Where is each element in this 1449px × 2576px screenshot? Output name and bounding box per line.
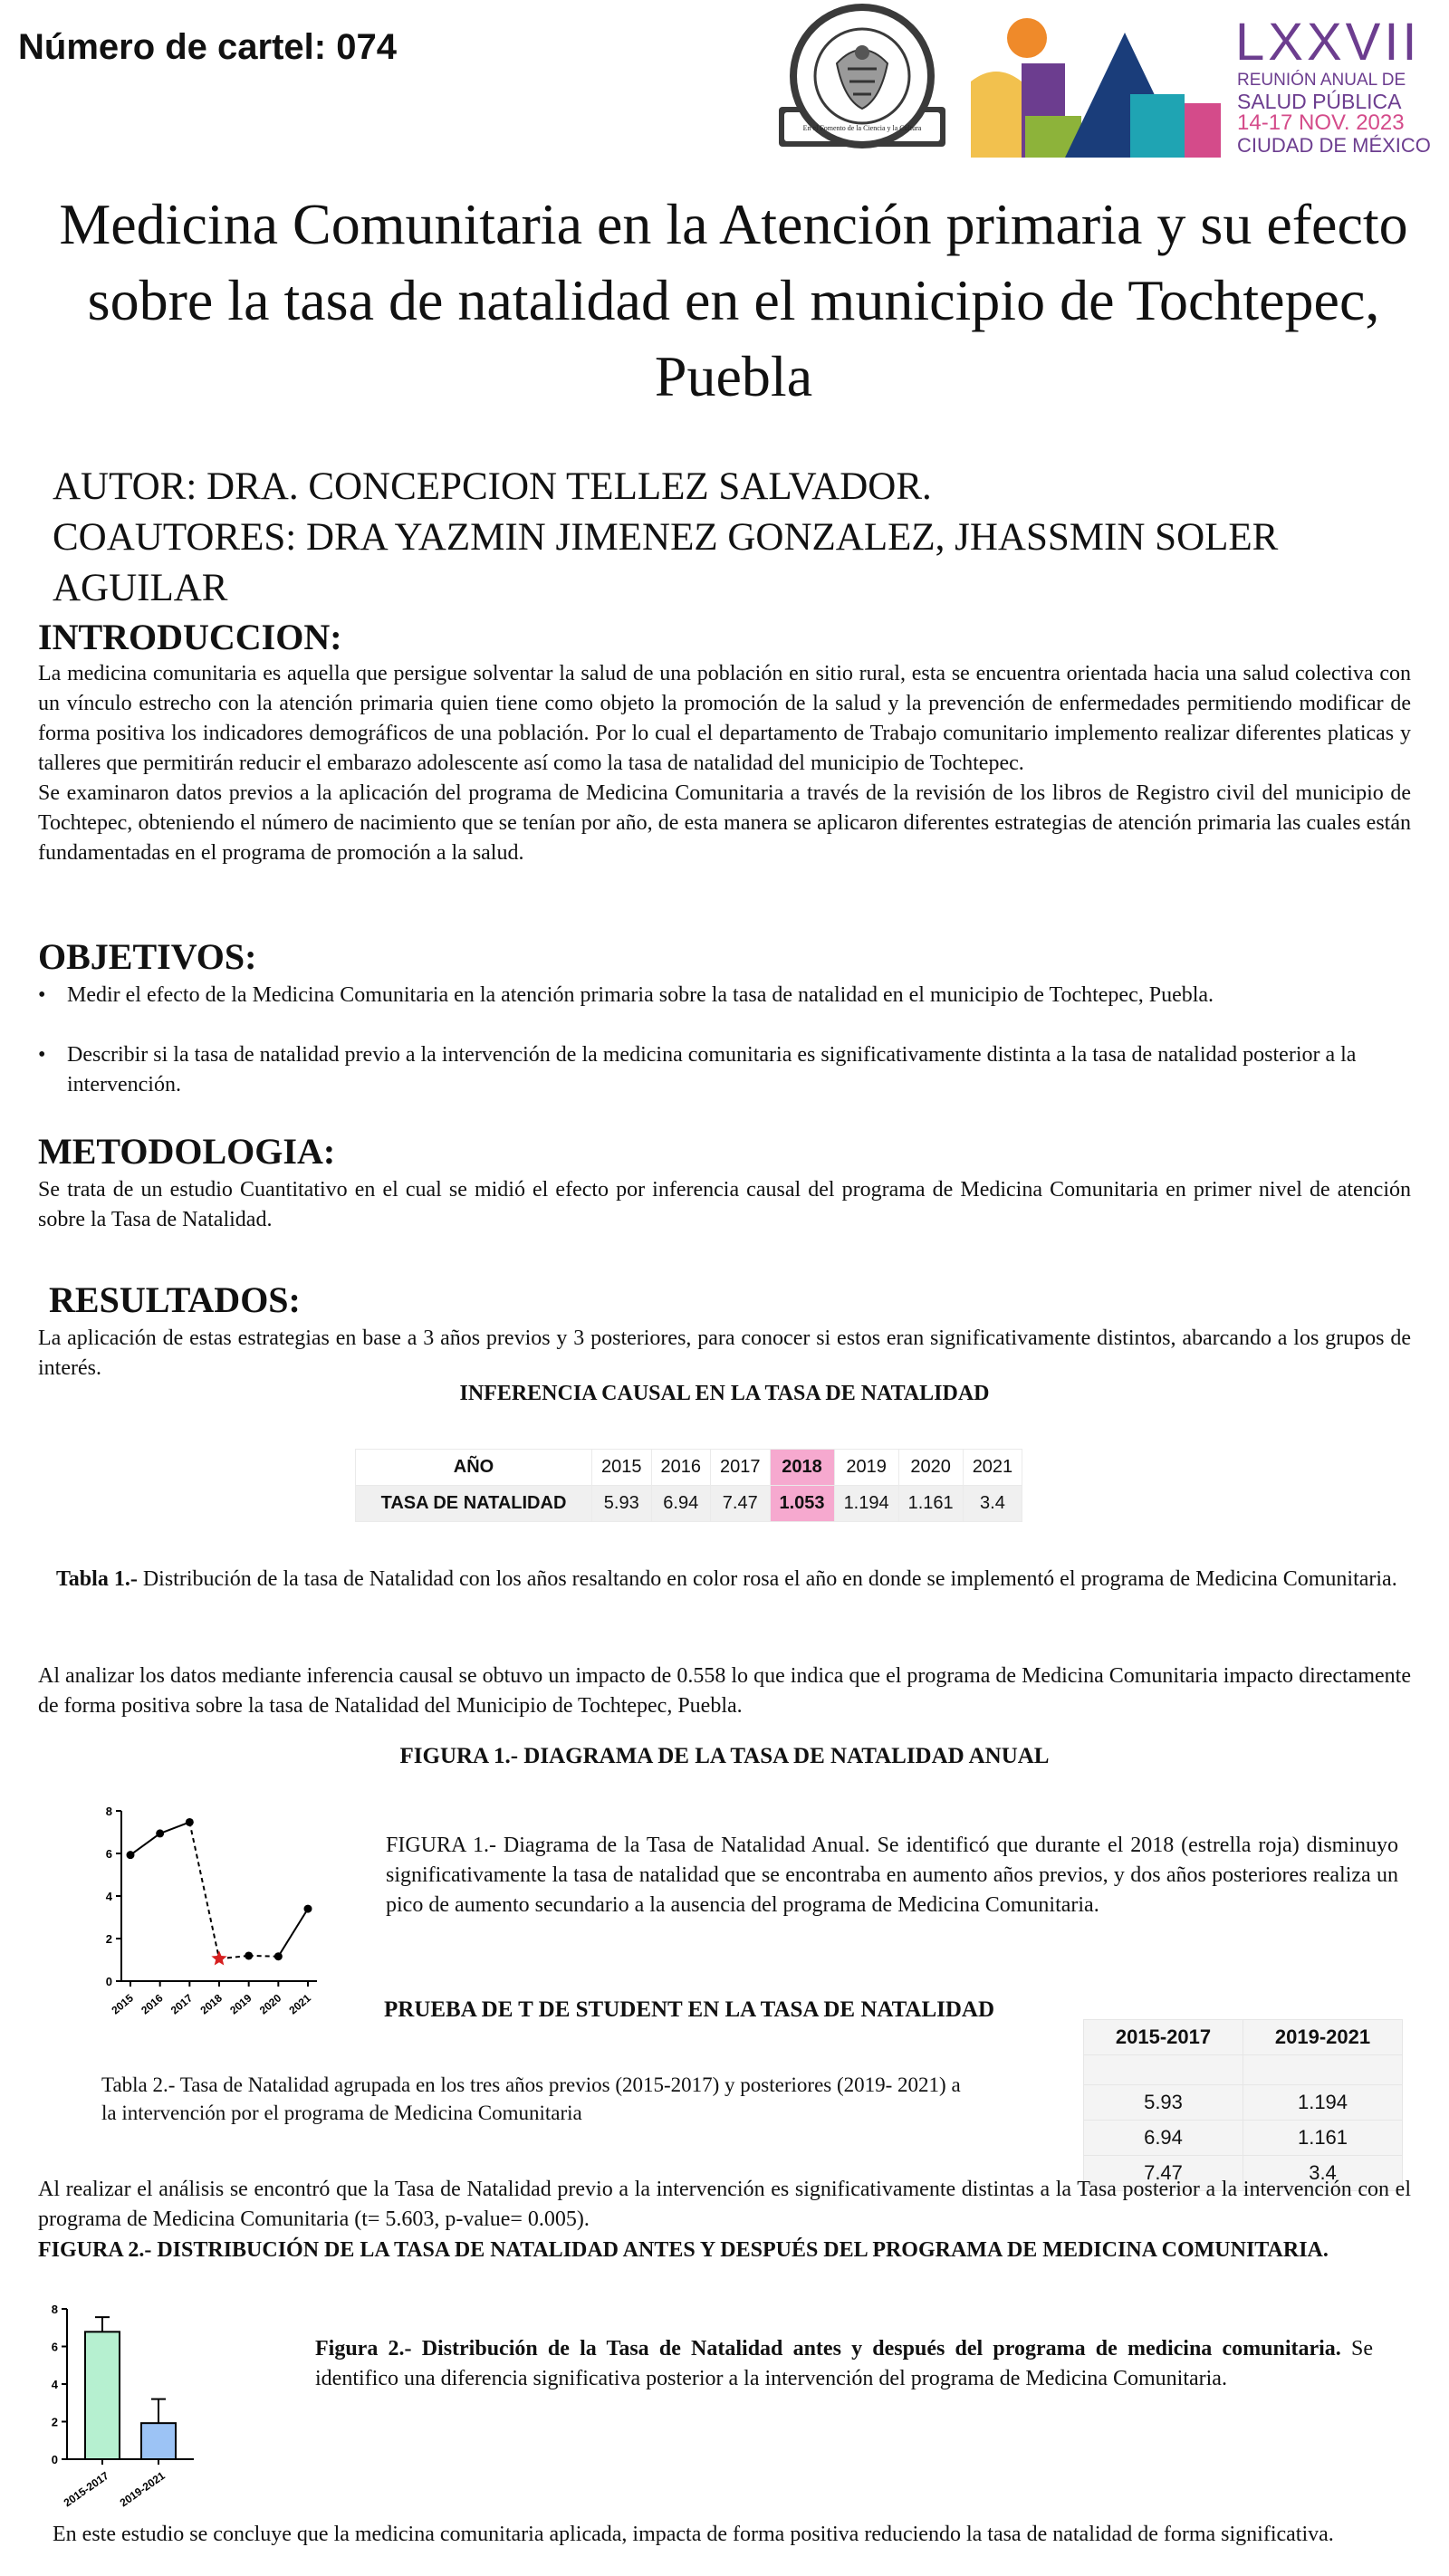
bullet: • [38, 983, 46, 1007]
series-segment [278, 1909, 308, 1957]
x-tick-label: 2015 [109, 1991, 136, 2017]
poster-number: Número de cartel: 074 [18, 27, 397, 67]
table2-cell: 5.93 [1084, 2085, 1243, 2121]
figure1-title: FIGURA 1.- DIAGRAMA DE LA TASA DE NATALIDAD ANUAL [399, 1744, 1050, 1768]
y-tick-label: 2 [51, 2415, 58, 2429]
table2-header: 2019-2021 [1243, 2020, 1403, 2055]
table1-rate: 7.47 [711, 1486, 771, 1522]
y-tick-label: 2 [105, 1932, 112, 1946]
series-segment [160, 1822, 190, 1833]
y-tick-label: 6 [105, 1847, 112, 1861]
intro-heading: INTRODUCCION: [38, 617, 342, 657]
table1-rate: 3.4 [963, 1486, 1022, 1522]
t-test-table [1083, 2019, 1403, 2191]
y-tick-label: 4 [105, 1890, 112, 1903]
intro-paragraph-2: Se examinaron datos previos a la aplicación del programa de Medicina Comunitaria a través de la revisión de los libros de Registro civil del municipio de Tochtepec, obteniendo el número de nacimiento que se tenían por año, de esta manera se aplicaron diferentes estrategias de atención primaria las cuales están fundamentadas en el programa de promoción a la salud. [38, 781, 1411, 865]
results-paragraph-1: La aplicación de estas estrategias en base a 3 años previos y 3 posteriores, para conocer si estos eran significativamente distintos, abarcando a los grupos de interés. [38, 1326, 1411, 1380]
institution-seal-logo [772, 0, 953, 158]
table2-cell: 1.194 [1243, 2085, 1403, 2121]
data-point [127, 1851, 135, 1859]
figure1-line-chart [91, 1798, 344, 2035]
table2-title: PRUEBA DE T DE STUDENT EN LA TASA DE NATALIDAD [384, 1997, 995, 2022]
objectives-heading: OBJETIVOS: [38, 936, 257, 977]
data-point [274, 1952, 283, 1960]
figure2-title: FIGURA 2.- DISTRIBUCIÓN DE LA TASA DE NATALIDAD ANTES Y DESPUÉS DEL PROGRAMA DE MEDICINA COMUNITARIA. [38, 2238, 1329, 2262]
table1-year-highlight: 2018 [770, 1450, 834, 1486]
table1-caption [34, 1565, 1415, 1594]
event-logo [971, 13, 1442, 161]
table1-rate-highlight: 1.053 [770, 1486, 834, 1522]
series-segment [189, 1822, 219, 1958]
intro-paragraph-1: La medicina comunitaria es aquella que persigue solventar la salud de una población en sitio rural, esta se encuentra orientada hacia una salud colectiva con un vínculo estrecho con la atención primaria quien tiene como objeto la promoción de la salud y la prevención de enfermedades permitiendo modificar de forma positiva los indicadores demográficos de una población. Por lo cual el departamento de Trabajo comunitario implemento realizar diferentes platicas y talleres que permitirán reducir el embarazo adolescente así como la tasa de natalidad del municipio de Tochtepec. [38, 662, 1411, 775]
table1-rate: 1.161 [898, 1486, 963, 1522]
table2-cell: 3.4 [1243, 2156, 1403, 2191]
objective-text: Medir el efecto de la Medicina Comunitaria en la atención primaria sobre la tasa de natalidad en el municipio de Tochtepec, Puebla. [67, 983, 1214, 1007]
table2-cell: 6.94 [1084, 2121, 1243, 2156]
bar [85, 2332, 120, 2459]
birth-rate-table [355, 1449, 1022, 1522]
table1-rate: 1.194 [834, 1486, 898, 1522]
table1-year: 2021 [963, 1450, 1022, 1486]
coauthors-line: COAUTORES: DRA YAZMIN JIMENEZ GONZALEZ, JHASSMIN SOLER AGUILAR [53, 516, 1279, 609]
results-heading: RESULTADOS: [49, 1279, 301, 1320]
y-tick-label: 8 [51, 2303, 58, 2316]
table1-row-label: TASA DE NATALIDAD [356, 1486, 592, 1522]
objective-item-1 [38, 981, 1411, 1010]
x-tick-label: 2019 [227, 1991, 254, 2017]
table2-caption: Tabla 2.- Tasa de Natalidad agrupada en los tres años previos (2015-2017) y posteriores (2019- 2021) a la intervención por el programa de Medicina Comunitaria [101, 2073, 961, 2124]
x-tick-label: 2015-2017 [61, 2468, 111, 2510]
results-paragraph-3: Al realizar el análisis se encontró que la Tasa de Natalidad previo a la intervención es significativamente distintas a la Tasa posterior a la intervención con el programa de Medicina Comunitaria (t= 5.603, p-value= 0.005). [38, 2178, 1411, 2231]
x-tick-label: 2019-2021 [117, 2468, 168, 2510]
results-paragraph-2: Al analizar los datos mediante inferencia causal se obtuvo un impacto de 0.558 lo que indica que el programa de Medicina Comunitaria impacto directamente de forma positiva sobre la tasa de Natalidad del Municipio de Tochtepec, Puebla. [38, 1664, 1411, 1718]
table2-cell: 7.47 [1084, 2156, 1243, 2191]
y-tick-label: 0 [51, 2453, 58, 2466]
data-point [245, 1951, 253, 1959]
table1-year: 2017 [711, 1450, 771, 1486]
data-point [304, 1905, 312, 1913]
data-point [186, 1818, 194, 1826]
methodology-heading: METODOLOGIA: [38, 1131, 336, 1172]
event-numeral: LXXVII [1235, 13, 1421, 72]
x-tick-label: 2021 [286, 1991, 313, 2017]
x-tick-label: 2017 [168, 1991, 196, 2017]
y-tick-label: 4 [51, 2378, 58, 2391]
event-city: CIUDAD DE MÉXICO [1237, 134, 1431, 157]
conclusion-paragraph: En este estudio se concluye que la medicina comunitaria aplicada, impacta de forma positiva reduciendo la tasa de natalidad de forma significativa. [53, 2523, 1334, 2546]
objective-item-2 [38, 1040, 1411, 1100]
table1-rate: 6.94 [651, 1486, 711, 1522]
figure2-caption [315, 2334, 1373, 2394]
table1-year: 2016 [651, 1450, 711, 1486]
table1-year: 2020 [898, 1450, 963, 1486]
event-line1: REUNIÓN ANUAL DE [1237, 71, 1406, 90]
x-tick-label: 2018 [197, 1991, 225, 2017]
table1-caption-label: Tabla 1.- [56, 1567, 138, 1591]
objective-text: Describir si la tasa de natalidad previo a la intervención de la medicina comunitaria es significativamente distinta a la tasa de natalidad posterior a la intervención. [67, 1043, 1357, 1096]
table1-year: 2019 [834, 1450, 898, 1486]
methodology-paragraph: Se trata de un estudio Cuantitativo en el cual se midió el efecto por inferencia causal del programa de Medicina Comunitaria en primer nivel de atención sobre la Tasa de Natalidad. [38, 1178, 1411, 1231]
table2-header: 2015-2017 [1084, 2020, 1243, 2055]
table1-rate: 5.93 [592, 1486, 652, 1522]
y-tick-label: 6 [51, 2340, 58, 2354]
series-segment [130, 1834, 160, 1855]
figure2-caption-text: Se identifico una diferencia significativa posterior a la intervención del programa de Medicina Comunitaria. [315, 2337, 1374, 2390]
author-line: AUTOR: DRA. CONCEPCION TELLEZ SALVADOR. [53, 465, 932, 508]
y-tick-label: 8 [105, 1805, 112, 1818]
data-point [156, 1829, 164, 1837]
figure1-caption: FIGURA 1.- Diagrama de la Tasa de Natalidad Anual. Se identificó que durante el 2018 (estrella roja) disminuyo significativamente la tasa de natalidad que se encontraba en aumento años previos, y dos años posteriores realiza un pico de aumento secundario a la ausencia del programa de Medicina Comunitaria. [386, 1834, 1398, 1917]
series-segment [249, 1956, 279, 1957]
figure2-bar-chart [40, 2300, 257, 2517]
seal-motto: En el Fomento de la Ciencia y la Cultura [802, 124, 922, 132]
x-tick-label: 2020 [256, 1991, 284, 2017]
bullet: • [38, 1043, 46, 1067]
table1-year: 2015 [592, 1450, 652, 1486]
figure2-caption-label: Figura 2.- Distribución de la Tasa de Natalidad antes y después del programa de medicina comunitaria. [315, 2337, 1341, 2361]
event-dates: 14-17 NOV. 2023 [1237, 110, 1405, 135]
highlight-star-point [211, 1950, 226, 1965]
table1-row-label: AÑO [356, 1450, 592, 1486]
table1-title: INFERENCIA CAUSAL EN LA TASA DE NATALIDAD [459, 1382, 990, 1405]
event-line2: SALUD PÚBLICA [1237, 90, 1402, 113]
y-tick-label: 0 [105, 1975, 112, 1988]
table1-caption-text: Distribución de la tasa de Natalidad con los años resaltando en color rosa el año en donde se implementó el programa de Medicina Comunitaria. [137, 1567, 1397, 1591]
x-tick-label: 2016 [139, 1991, 166, 2017]
poster-title: Medicina Comunitaria en la Atención primaria y su efecto sobre la tasa de natalidad en el municipio de Tochtepec, Puebla [59, 192, 1408, 408]
bar [141, 2423, 176, 2459]
table2-cell: 1.161 [1243, 2121, 1403, 2156]
